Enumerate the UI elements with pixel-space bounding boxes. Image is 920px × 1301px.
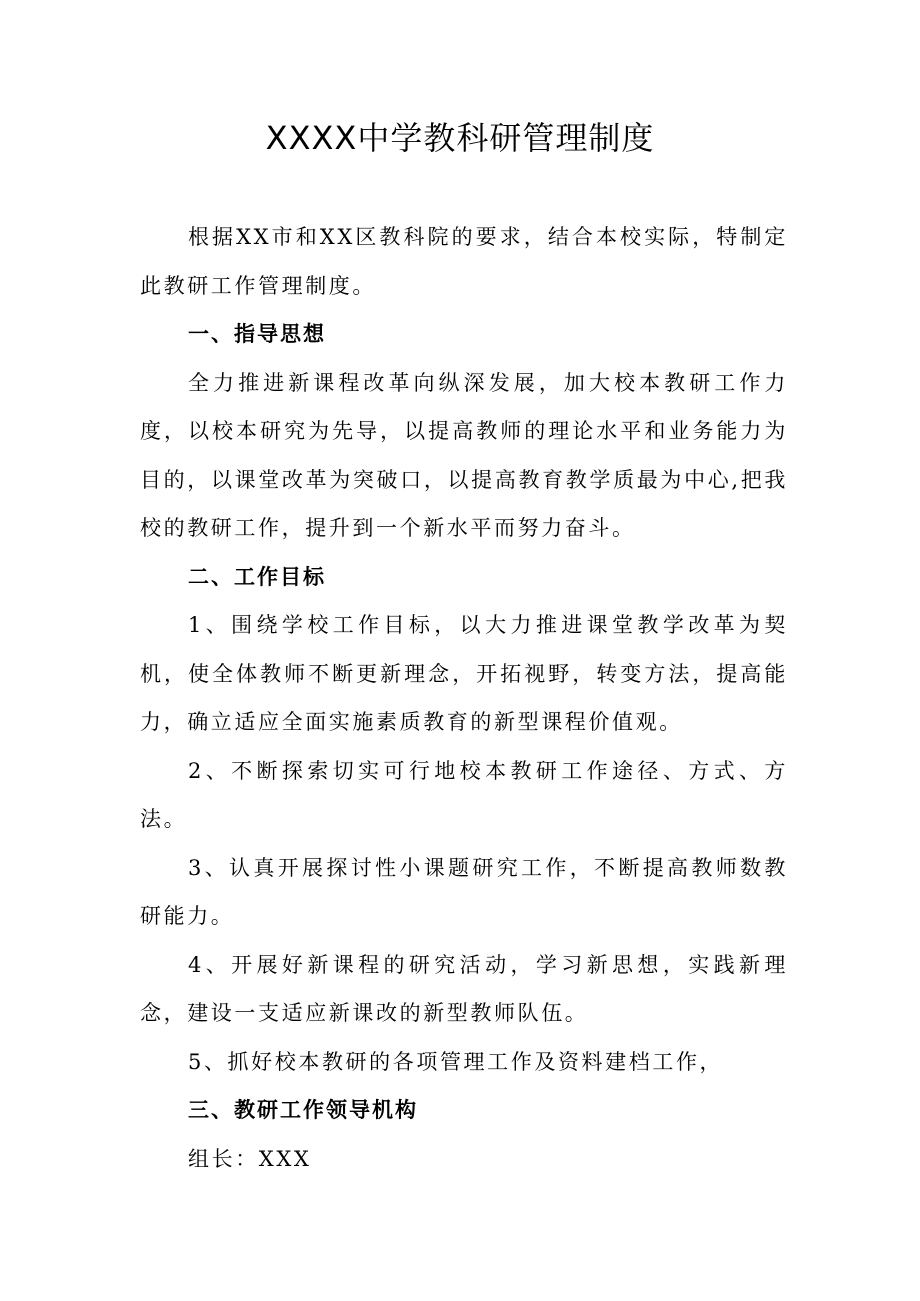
work-goal-item-5: 5、抓好校本教研的各项管理工作及资料建档工作，: [188, 1049, 724, 1074]
document-body: [140, 213, 788, 1183]
section-heading-work-goals: 二、工作目标: [188, 564, 326, 589]
section-heading-guiding-thought: 一、指导思想: [188, 322, 326, 346]
guiding-thought-paragraph: 全力推进新课程改革向纵深发展，加大校本教研工作力度，以校本研究为先导，以提高教师的理论水平和业务能力为目的，以课堂改革为突破口，以提高教育教学质最为中心,把我校的教研工作，提升到一个新水平而努力奋斗。: [140, 370, 788, 540]
work-goal-item-4: 4、开展好新课程的研究活动，学习新思想，实践新理念，建设一支适应新课改的新型教师队伍。: [140, 952, 788, 1025]
leader-line: 组长：XXX: [188, 1146, 312, 1171]
work-goal-item-1: 1、围绕学校工作目标，以大力推进课堂教学改革为契机，使全体教师不断更新理念，开拓视野，转变方法，提高能力，确立适应全面实施素质教育的新型课程价值观。: [140, 613, 788, 734]
section-heading-leadership: 三、教研工作领导机构: [188, 1098, 418, 1122]
document-title: XXXX中学教科研管理制度: [265, 119, 655, 157]
work-goal-item-2: 2、不断探索切实可行地校本教研工作途径、方式、方法。: [140, 758, 788, 831]
work-goal-item-3: 3、认真开展探讨性小课题研究工作，不断提高教师数教研能力。: [140, 855, 788, 928]
intro-paragraph: 根据XX市和XX区教科院的要求，结合本校实际，特制定此教研工作管理制度。: [140, 225, 788, 298]
